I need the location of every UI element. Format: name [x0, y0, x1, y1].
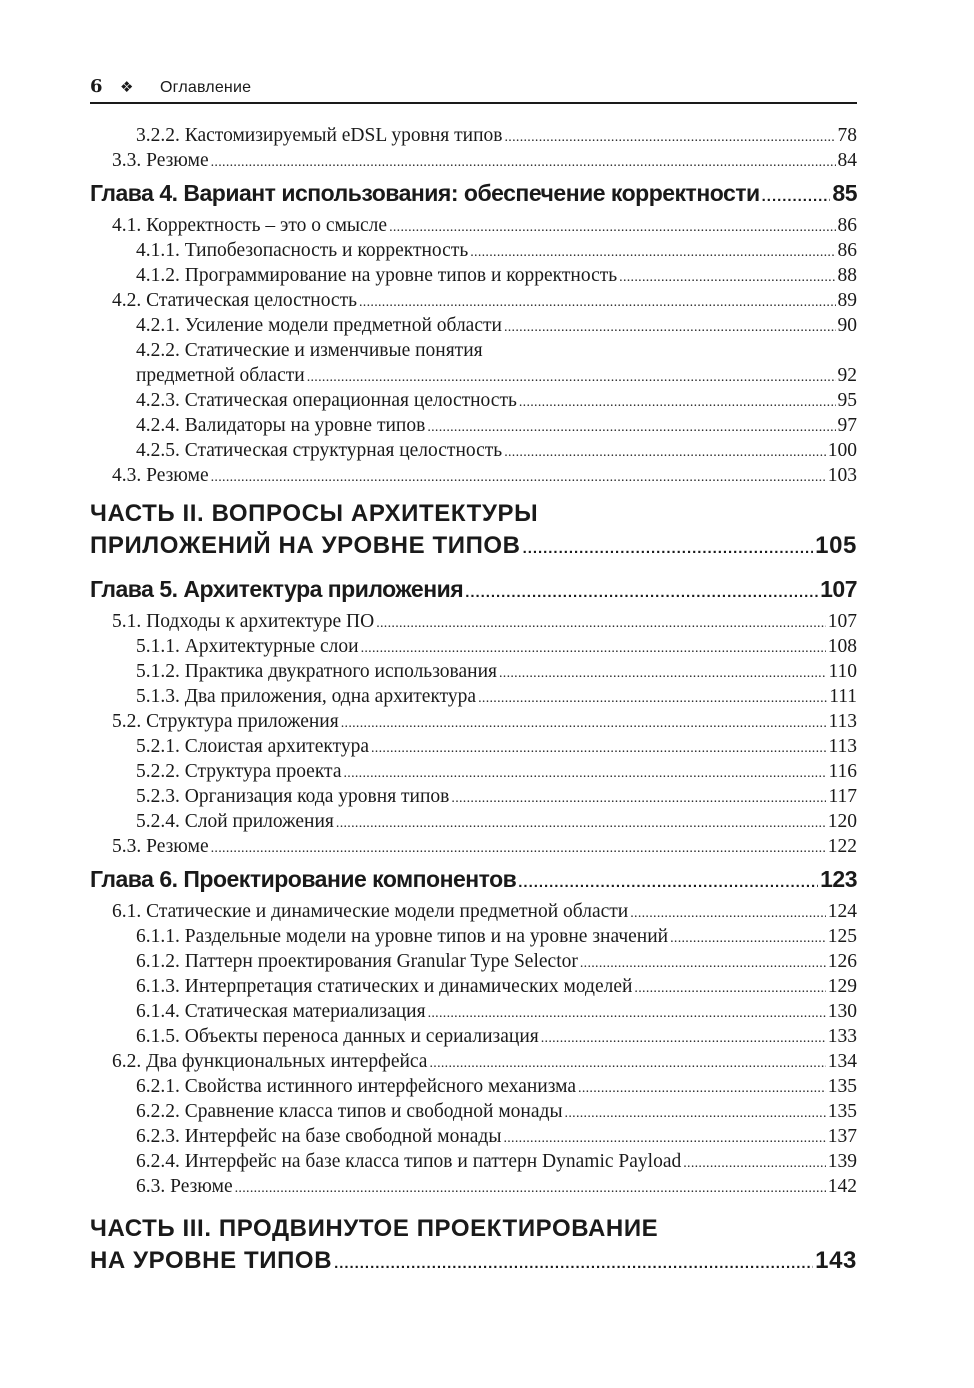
toc-entry-page: 139: [827, 1151, 857, 1172]
toc-entry-title: 4.1.2. Программирование на уровне типов и корректность: [136, 265, 618, 286]
toc-entry[interactable]: [90, 949, 857, 974]
dot-leader: [504, 440, 826, 463]
toc-part-page: 105: [815, 532, 857, 559]
toc-entry-title: 6.2.3. Интерфейс на базе свободной монады: [136, 1126, 502, 1147]
dot-leader: [211, 836, 826, 859]
dot-leader: [307, 365, 836, 388]
toc-entry[interactable]: [90, 288, 857, 313]
toc-entry-page: 113: [828, 736, 857, 757]
dot-leader: [211, 465, 826, 488]
toc-entry[interactable]: [90, 1174, 857, 1199]
toc-part-3[interactable]: [90, 1213, 857, 1280]
toc-entry[interactable]: [90, 1149, 857, 1174]
toc-entry-page: 130: [827, 1001, 857, 1022]
dot-leader: [235, 1176, 826, 1199]
dot-leader: [341, 711, 827, 734]
dot-leader: [523, 533, 814, 565]
toc-entry-page: 125: [827, 926, 857, 947]
dot-leader: [470, 240, 835, 263]
dot-leader: [359, 290, 836, 313]
dot-leader: [478, 686, 827, 709]
dot-leader: [211, 150, 836, 173]
dot-leader: [451, 786, 826, 809]
toc-chapter-page: 123: [820, 866, 857, 892]
toc-chapter-6[interactable]: [90, 859, 857, 899]
toc-entry[interactable]: [90, 263, 857, 288]
dot-leader: [499, 661, 826, 684]
toc-chapter-title: Глава 4. Вариант использования: обеспечение корректности: [90, 180, 760, 206]
toc-entry[interactable]: [90, 834, 857, 859]
dot-leader: [504, 315, 836, 338]
toc-entry[interactable]: [90, 388, 857, 413]
dot-leader: [578, 1076, 826, 1099]
toc-part-title: ЧАСТЬ III. ПРОДВИНУТОЕ ПРОЕКТИРОВАНИЕ: [90, 1215, 659, 1242]
toc-entry[interactable]: [90, 924, 857, 949]
toc-entry-page: 84: [837, 150, 857, 171]
dot-leader: [518, 863, 818, 899]
toc-entry-line2[interactable]: [90, 363, 857, 388]
toc-entry-page: 110: [828, 661, 857, 682]
toc-entry-page: 89: [837, 290, 857, 311]
toc-entry[interactable]: [90, 148, 857, 173]
dot-leader: [371, 736, 826, 759]
toc-chapter-page: 85: [832, 180, 857, 206]
toc-entry-title: 6.3. Резюме: [136, 1176, 233, 1197]
toc-entry-title: 3.2.2. Кастомизируемый eDSL уровня типов: [136, 125, 503, 146]
toc-entry-page: 90: [837, 315, 857, 336]
dot-leader: [428, 1001, 826, 1024]
toc-entry-page: 120: [827, 811, 857, 832]
dot-leader: [343, 761, 826, 784]
toc-part-2[interactable]: [90, 498, 857, 565]
toc-entry[interactable]: [90, 609, 857, 634]
toc-entry-title: 6.1.5. Объекты переноса данных и сериализация: [136, 1026, 539, 1047]
dot-leader: [630, 901, 826, 924]
dot-leader: [683, 1151, 826, 1174]
toc-entry-page: 86: [837, 240, 857, 261]
toc-entry[interactable]: [90, 784, 857, 809]
toc-entry-title: 6.2.2. Сравнение класса типов и свободной монады: [136, 1101, 563, 1122]
toc-entry[interactable]: [90, 238, 857, 263]
toc-entry-title: 4.3. Резюме: [112, 465, 209, 486]
toc-entry-page: 129: [827, 976, 857, 997]
toc-entry-title: 5.2.4. Слой приложения: [136, 811, 334, 832]
toc-entry-page: 113: [828, 711, 857, 732]
table-of-contents: [90, 123, 857, 1284]
toc-entry-title: 6.1.2. Паттерн проектирования Granular Type Selector: [136, 951, 578, 972]
dot-leader: [361, 636, 826, 659]
toc-entry-page: 142: [827, 1176, 857, 1197]
toc-entry[interactable]: [90, 413, 857, 438]
toc-entry-page: 88: [837, 265, 857, 286]
toc-entry-title: 5.2.2. Структура проекта: [136, 761, 342, 782]
toc-entry-page: 108: [827, 636, 857, 657]
toc-entry-page: 122: [827, 836, 857, 857]
toc-entry-title: 4.2.4. Валидаторы на уровне типов: [136, 415, 426, 436]
toc-entry-title: 4.2.1. Усиление модели предметной области: [136, 315, 502, 336]
toc-entry-title: 5.2.3. Организация кода уровня типов: [136, 786, 450, 807]
toc-entry-title: 5.1.1. Архитектурные слои: [136, 636, 359, 657]
dot-leader: [565, 1101, 826, 1124]
dot-leader: [762, 177, 831, 213]
toc-chapter-5[interactable]: [90, 569, 857, 609]
toc-chapter-4[interactable]: [90, 173, 857, 213]
dot-leader: [634, 976, 825, 999]
toc-entry[interactable]: [90, 759, 857, 784]
page-number: 6: [90, 76, 103, 97]
dot-leader: [505, 125, 836, 148]
toc-entry-page: 107: [827, 611, 857, 632]
toc-chapter-page: 107: [820, 576, 857, 602]
toc-part-title-continued: НА УРОВНЕ ТИПОВ: [90, 1247, 333, 1274]
toc-entry-page: 78: [837, 125, 857, 146]
toc-entry-page: 117: [828, 786, 857, 807]
toc-entry-title: 6.1.3. Интерпретация статических и динамических моделей: [136, 976, 633, 997]
toc-entry-title: 4.2.2. Статические и изменчивые понятия: [136, 340, 483, 361]
dot-leader: [429, 1051, 825, 1074]
toc-entry-page: 100: [827, 440, 857, 461]
toc-entry[interactable]: [90, 809, 857, 834]
toc-entry-page: 137: [827, 1126, 857, 1147]
toc-entry-title: 4.2.5. Статическая структурная целостность: [136, 440, 503, 461]
dot-leader: [503, 1126, 825, 1149]
toc-chapter-title: Глава 6. Проектирование компонентов: [90, 866, 517, 892]
toc-entry[interactable]: [90, 734, 857, 759]
toc-entry[interactable]: [90, 313, 857, 338]
dot-leader: [336, 811, 826, 834]
toc-entry-title: 5.1.2. Практика двукратного использования: [136, 661, 497, 682]
dot-leader: [465, 573, 818, 609]
toc-entry[interactable]: [90, 974, 857, 999]
toc-entry-title: 5.1. Подходы к архитектуре ПО: [112, 611, 375, 632]
toc-entry-title: 5.2. Структура приложения: [112, 711, 339, 732]
toc-entry-line1[interactable]: [90, 338, 857, 363]
toc-entry-title: 5.1.3. Два приложения, одна архитектура: [136, 686, 477, 707]
running-head-title: Оглавление: [160, 79, 252, 96]
toc-entry[interactable]: [90, 634, 857, 659]
toc-entry-page: 135: [827, 1076, 857, 1097]
toc-entry[interactable]: [90, 899, 857, 924]
toc-entry-page: 116: [828, 761, 857, 782]
toc-entry-page: 135: [827, 1101, 857, 1122]
toc-entry[interactable]: [90, 1024, 857, 1049]
book-page: [90, 76, 857, 1274]
toc-entry-page: 126: [827, 951, 857, 972]
toc-entry[interactable]: [90, 1074, 857, 1099]
toc-entry[interactable]: [90, 999, 857, 1024]
dot-leader: [376, 611, 826, 634]
toc-entry[interactable]: [90, 659, 857, 684]
toc-entry-page: 92: [837, 365, 857, 386]
four-diamond-ornament-icon: ❖: [120, 78, 134, 96]
toc-entry[interactable]: [90, 1049, 857, 1074]
toc-entry-page: 134: [827, 1051, 857, 1072]
running-head: [90, 76, 857, 104]
dot-leader: [519, 390, 836, 413]
toc-entry-page: 133: [827, 1026, 857, 1047]
toc-entry-title: 4.1. Корректность – это о смысле: [112, 215, 388, 236]
toc-entry-title: 6.2. Два функциональных интерфейса: [112, 1051, 428, 1072]
toc-entry-title: 6.1.1. Раздельные модели на уровне типов и на уровне значений: [136, 926, 669, 947]
toc-part-title: ЧАСТЬ II. ВОПРОСЫ АРХИТЕКТУРЫ: [90, 500, 539, 527]
toc-entry-title: 6.1.4. Статическая материализация: [136, 1001, 426, 1022]
toc-entry-page: 86: [837, 215, 857, 236]
dot-leader: [389, 215, 835, 238]
dot-leader: [541, 1026, 826, 1049]
toc-part-title-continued: ПРИЛОЖЕНИЙ НА УРОВНЕ ТИПОВ: [90, 532, 521, 559]
toc-entry[interactable]: [90, 213, 857, 238]
dot-leader: [619, 265, 835, 288]
toc-entry-page: 103: [827, 465, 857, 486]
toc-entry-title: 6.2.4. Интерфейс на базе класса типов и паттерн Dynamic Payload: [136, 1151, 682, 1172]
toc-entry-title: 6.2.1. Свойства истинного интерфейсного механизма: [136, 1076, 577, 1097]
dot-leader: [670, 926, 826, 949]
toc-entry[interactable]: [90, 1099, 857, 1124]
toc-entry[interactable]: [90, 709, 857, 734]
toc-entry-title: 3.3. Резюме: [112, 150, 209, 171]
toc-chapter-title: Глава 5. Архитектура приложения: [90, 576, 464, 602]
toc-entry[interactable]: [90, 463, 857, 488]
toc-entry-page: 124: [827, 901, 857, 922]
toc-entry[interactable]: [90, 438, 857, 463]
dot-leader: [427, 415, 835, 438]
toc-entry-title: 6.1. Статические и динамические модели предметной области: [112, 901, 629, 922]
dot-leader: [580, 951, 826, 974]
toc-entry-page: 95: [837, 390, 857, 411]
toc-entry[interactable]: [90, 1124, 857, 1149]
toc-entry-page: 111: [829, 686, 857, 707]
toc-entry-title-continued: предметной области: [136, 365, 305, 386]
toc-entry[interactable]: [90, 684, 857, 709]
toc-entry-page: 97: [837, 415, 857, 436]
toc-entry-title: 5.2.1. Слоистая архитектура: [136, 736, 369, 757]
toc-entry-title: 4.1.1. Типобезопасность и корректность: [136, 240, 469, 261]
toc-entry-title: 4.2. Статическая целостность: [112, 290, 357, 311]
toc-entry-title: 5.3. Резюме: [112, 836, 209, 857]
toc-entry-title: 4.2.3. Статическая операционная целостность: [136, 390, 517, 411]
dot-leader: [334, 1248, 813, 1280]
toc-part-page: 143: [815, 1247, 857, 1274]
toc-entry[interactable]: [90, 123, 857, 148]
